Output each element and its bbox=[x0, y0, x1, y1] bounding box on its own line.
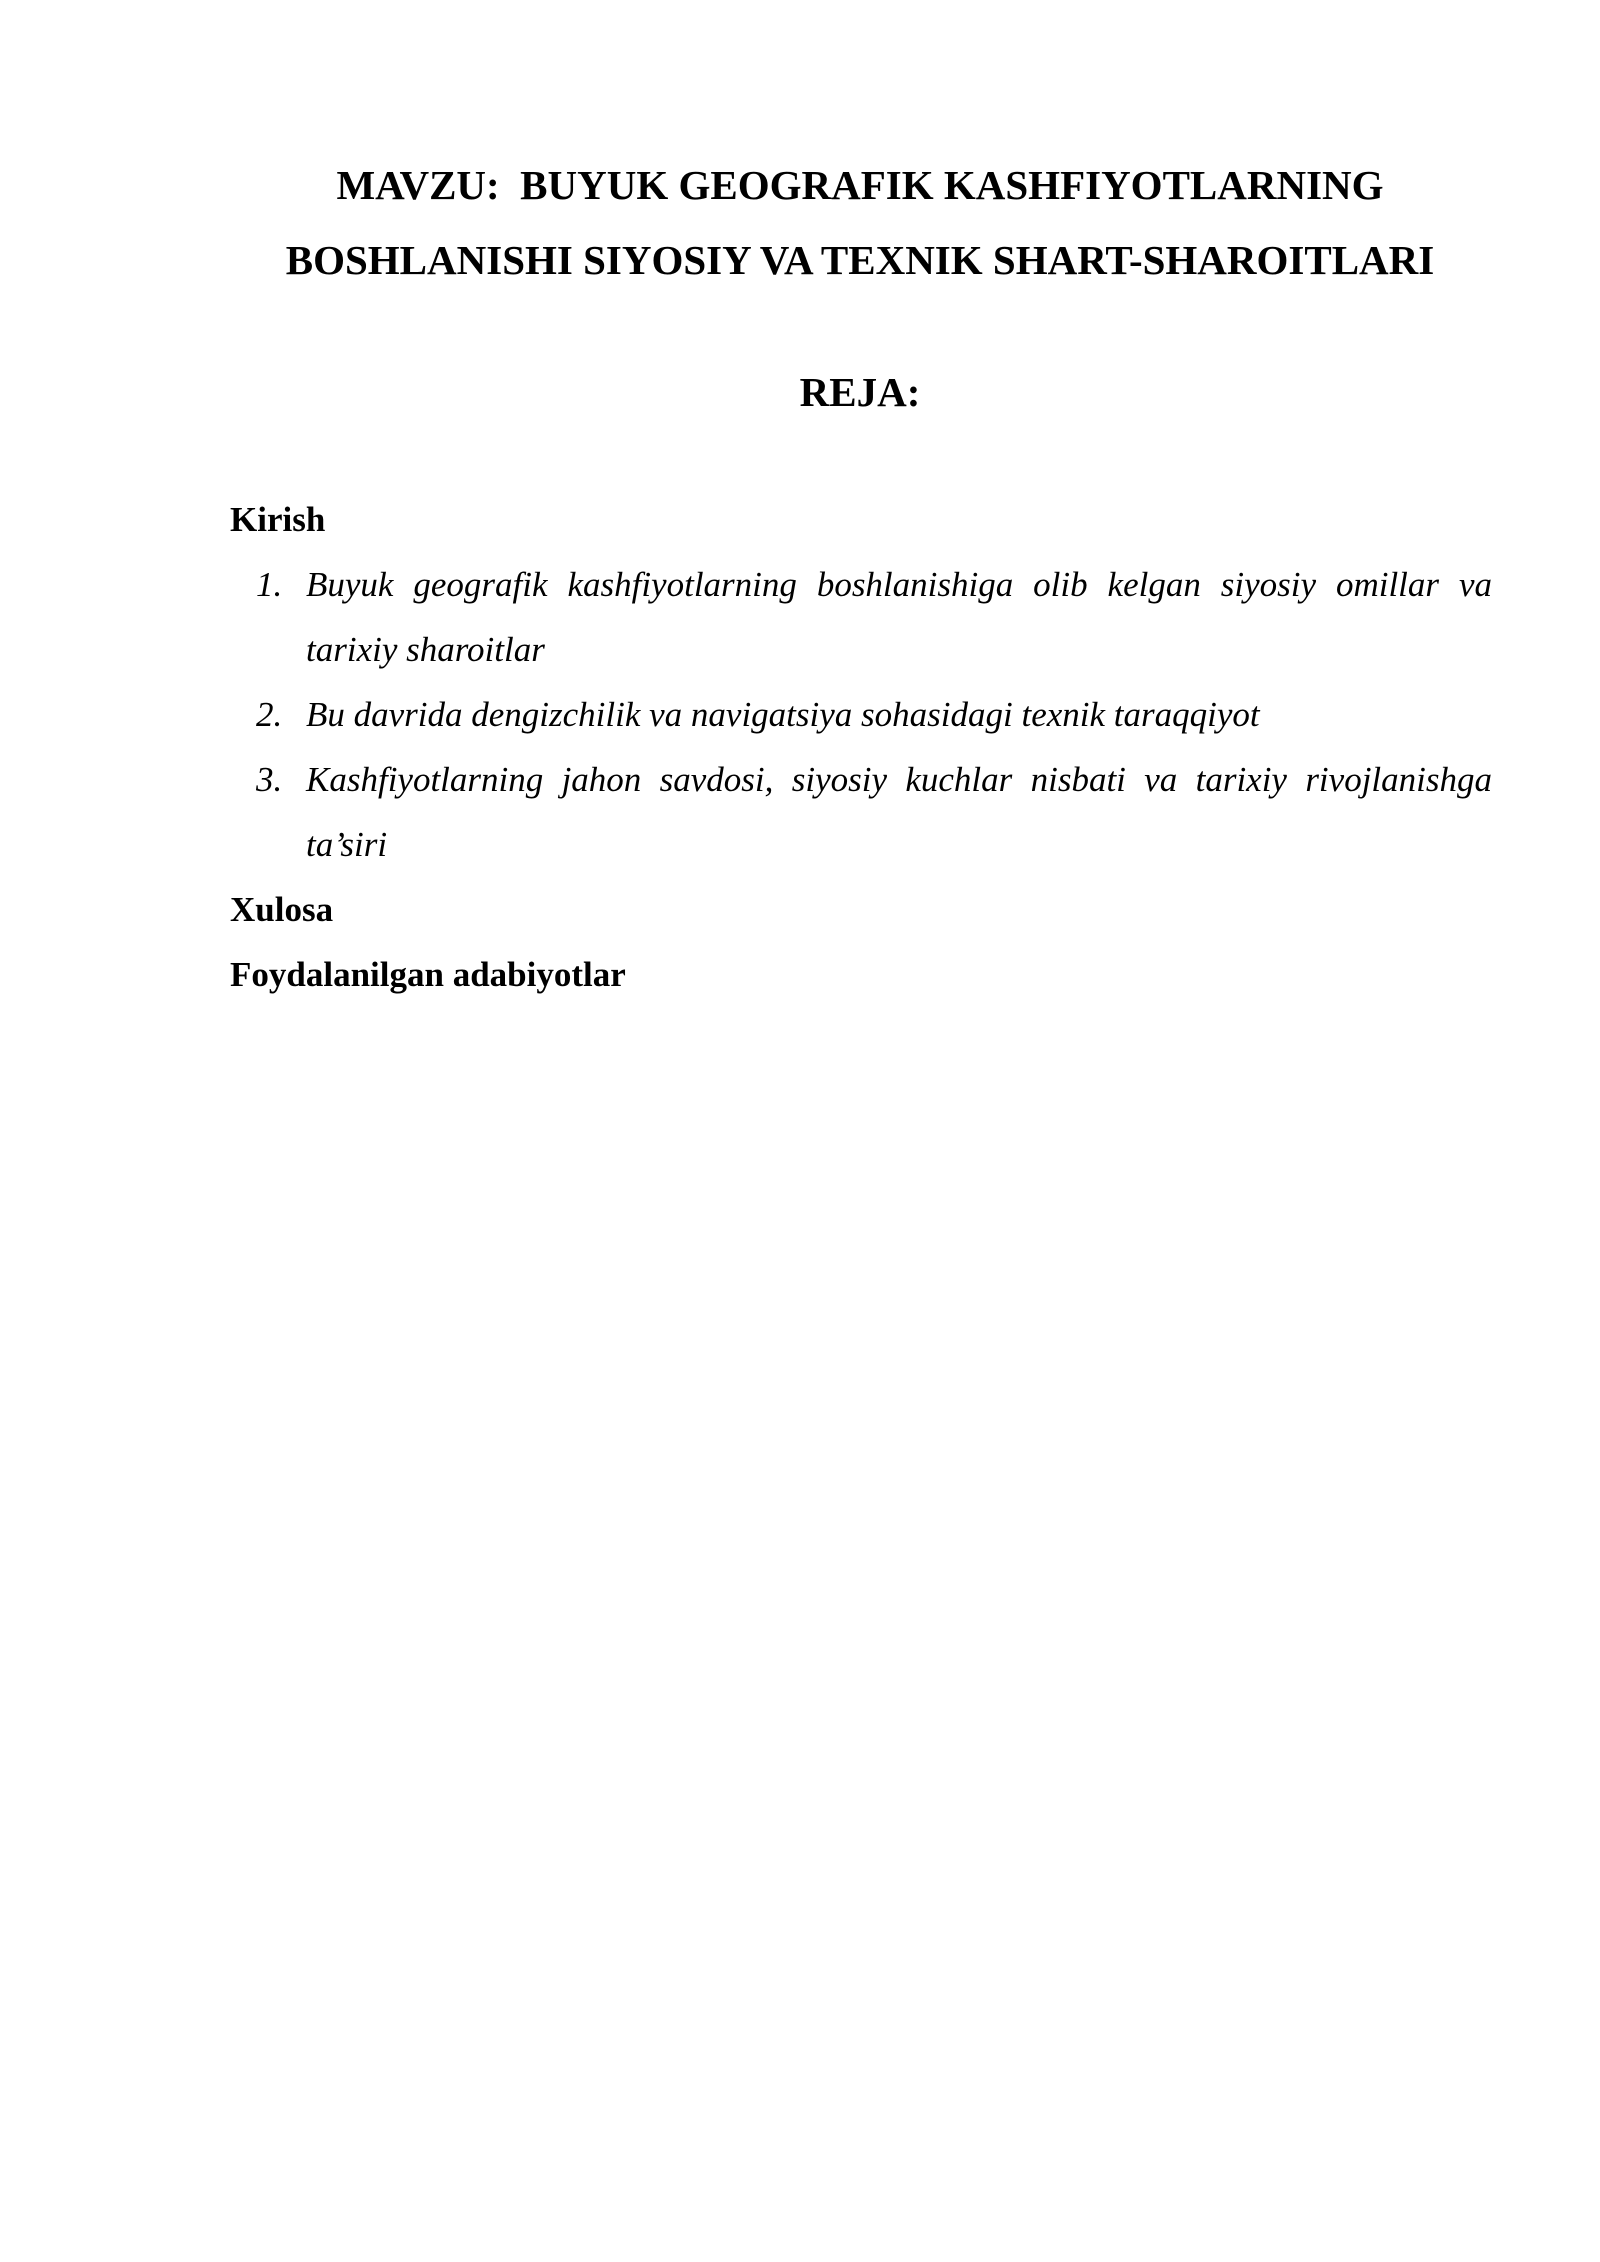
plan-item-number: 1. bbox=[256, 565, 283, 604]
plan-item-number: 3. bbox=[256, 760, 283, 799]
references-heading: Foydalanilgan adabiyotlar bbox=[230, 955, 626, 994]
plan-item-1 bbox=[230, 552, 1492, 682]
plan-content bbox=[230, 487, 1492, 1007]
intro-heading: Kirish bbox=[230, 500, 326, 539]
plan-list bbox=[230, 552, 1492, 877]
conclusion-heading: Xulosa bbox=[230, 890, 334, 929]
plan-item-text: Kashfiyotlarning jahon savdosi, siyosiy kuchlar nisbati va tarixiy rivojlanishga ta’siri bbox=[306, 760, 1492, 864]
plan-item-text: Buyuk geografik kashfiyotlarning boshlanishiga olib kelgan siyosiy omillar va tarixiy sharoitlar bbox=[306, 565, 1492, 669]
plan-item-2 bbox=[230, 682, 1492, 747]
document-title bbox=[230, 148, 1490, 298]
title-line-1: MAVZU: BUYUK GEOGRAFIK KASHFIYOTLARNING bbox=[336, 162, 1384, 208]
plan-item-number: 2. bbox=[256, 695, 283, 734]
title-line-2: BOSHLANISHI SIYOSIY VA TEXNIK SHART-SHAROITLARI bbox=[285, 237, 1435, 283]
plan-item-3 bbox=[230, 747, 1492, 877]
plan-item-text: Bu davrida dengizchilik va navigatsiya sohasidagi texnik taraqqiyot bbox=[306, 695, 1260, 734]
plan-heading: REJA: bbox=[799, 369, 921, 415]
